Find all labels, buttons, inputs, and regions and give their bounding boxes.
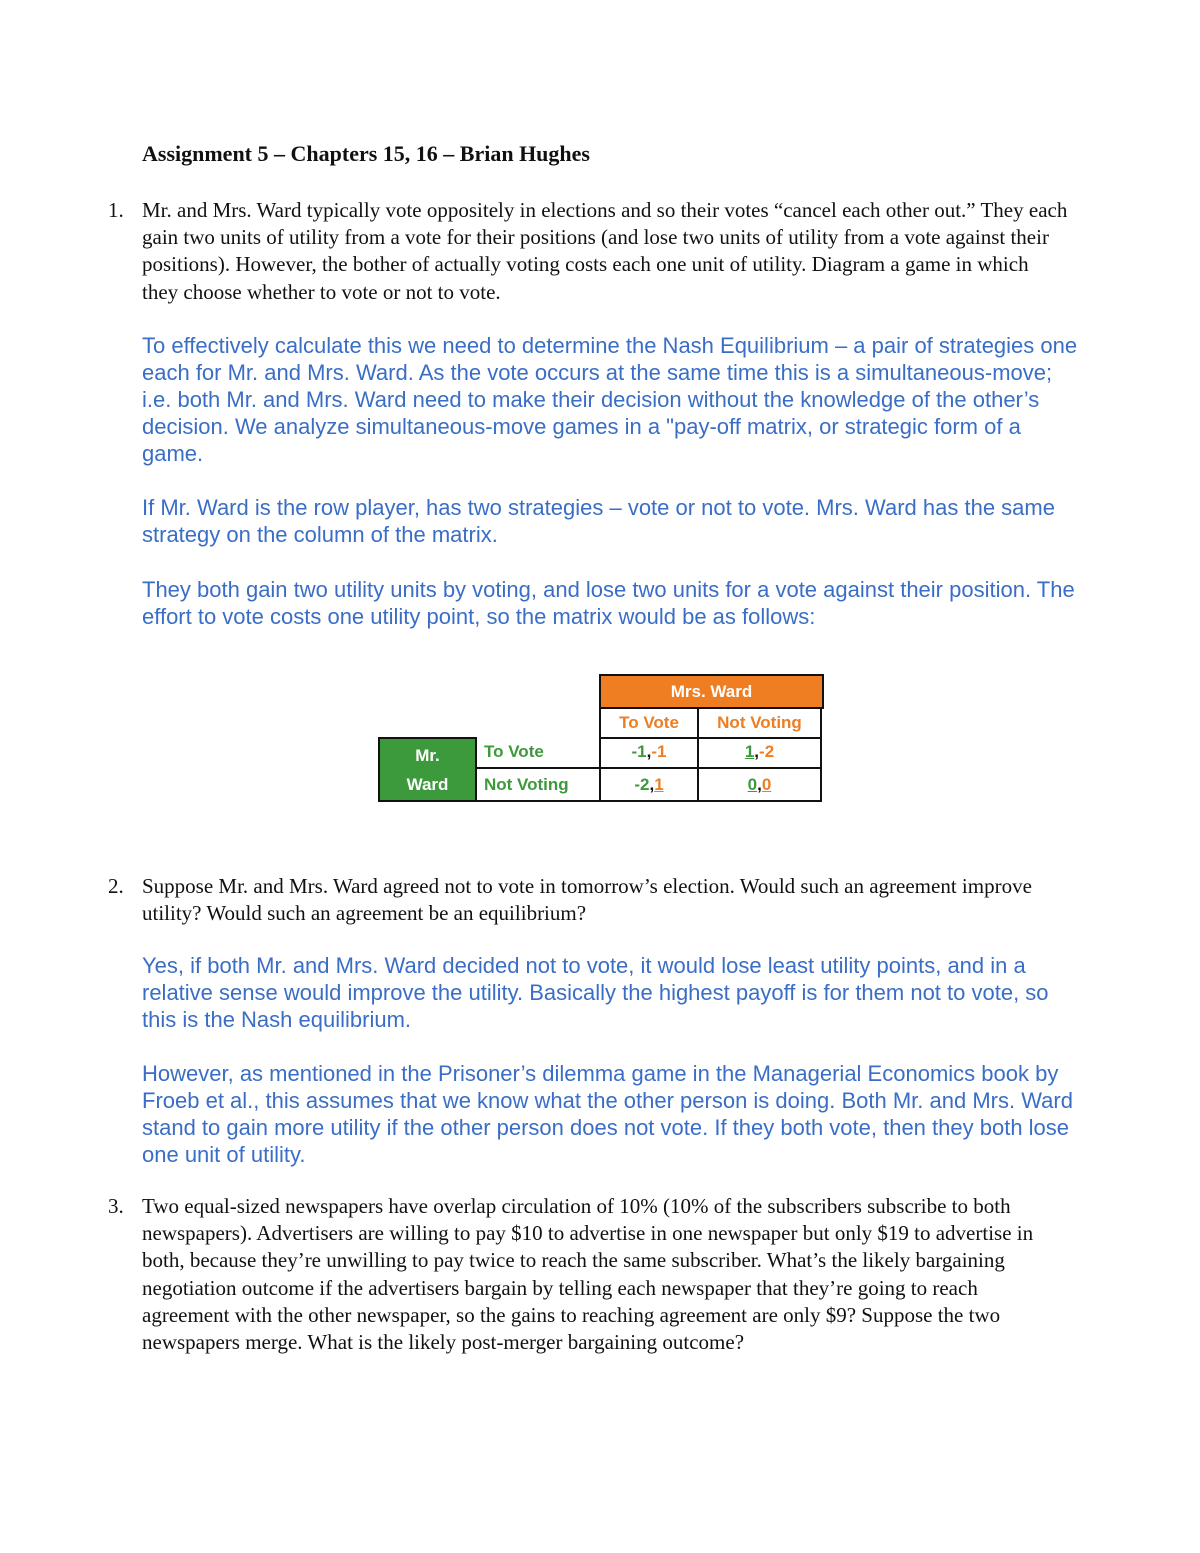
- payoff-cell-notvote-vote: [599, 769, 697, 802]
- row-payoff: 0: [747, 774, 758, 794]
- question-text: Two equal-sized newspapers have overlap circulation of 10% (10% of the subscribers subscribe to both newspapers). Advertisers are willing to pay $10 to advertise in one newspaper but only $19 to advertise in both, because they’re unwilling to pay twice to reach the same subscriber. What’s the likely bargaining negotiation outcome if the advertisers bargain by telling each newspaper that they’re going to reach agreement with the other newspaper, so the gains to reaching agreement are only $9? Suppose the two newspapers merge. What is the likely post-merger bargaining outcome?: [142, 1194, 1034, 1355]
- question-number: 1.: [108, 198, 124, 222]
- row-player-line-1: Mr.: [415, 745, 440, 765]
- row-label-not-voting: Not Voting: [477, 769, 599, 802]
- payoff-separator: ,: [757, 774, 762, 794]
- answer-1-paragraph-3: They both gain two utility units by voting, and lose two units for a vote against their position. The effort to vote costs one utility point, so the matrix would be as follows:: [142, 577, 1075, 629]
- question-2: [108, 873, 1068, 927]
- row-player-line-2: Ward: [406, 774, 449, 794]
- document-title: Assignment 5 – Chapters 15, 16 – Brian Hughes: [142, 141, 590, 166]
- payoff-separator: ,: [649, 774, 655, 794]
- payoff-cell-notvote-notvote: [697, 769, 822, 802]
- question-text: Suppose Mr. and Mrs. Ward agreed not to vote in tomorrow’s election. Would such an agreement improve utility? Would such an agreement be an equilibrium?: [142, 874, 1032, 926]
- row-label-to-vote: To Vote: [477, 737, 599, 769]
- column-payoff: -2: [759, 742, 775, 761]
- question-text: Mr. and Mrs. Ward typically vote oppositely in elections and so their votes “cancel each other out.” They each gain two units of utility from a vote for their positions (and lose two units of utility from a vote against their positions). However, the bother of actually voting costs each one unit of utility. Diagram a game in which they choose whether to vote or not to vote.: [142, 198, 1068, 304]
- answer-2-paragraph-1: Yes, if both Mr. and Mrs. Ward decided not to vote, it would lose least utility points, and in a relative sense would improve the utility. Basically the highest payoff is for them not to vote, so this is the Nash equilibrium.: [142, 953, 1049, 1032]
- payoff-matrix: [378, 674, 824, 802]
- column-payoff: 0: [761, 774, 772, 794]
- row-player-header: [378, 737, 477, 802]
- column-payoff: 1: [654, 774, 664, 794]
- answer-1-paragraph-1: To effectively calculate this we need to determine the Nash Equilibrium – a pair of strategies one each for Mr. and Mrs. Ward. As the vote occurs at the same time this is a simultaneous-move; i.e. both Mr. and Mrs. Ward need to make their decision without the knowledge of the other’s decision. We analyze simultaneous-move games in a "pay-off matrix, or strategic form of a game.: [142, 333, 1078, 466]
- column-payoff: -1: [651, 742, 667, 761]
- answer-1-paragraph-2: If Mr. Ward is the row player, has two strategies – vote or not to vote. Mrs. Ward has the same strategy on the column of the matrix.: [142, 495, 1055, 547]
- question-number: 3.: [108, 1194, 124, 1218]
- question-3: [108, 1193, 1068, 1356]
- column-label-not-voting: Not Voting: [697, 709, 822, 739]
- payoff-separator: ,: [646, 742, 652, 761]
- column-player-header: Mrs. Ward: [599, 674, 824, 709]
- payoff-cell-vote-vote: [599, 737, 697, 769]
- row-payoff: -1: [631, 742, 647, 761]
- row-payoff: -2: [634, 774, 650, 794]
- payoff-separator: ,: [754, 742, 760, 761]
- column-label-to-vote: To Vote: [599, 709, 697, 739]
- answer-2-paragraph-2: However, as mentioned in the Prisoner’s dilemma game in the Managerial Economics book by Froeb et al., this assumes that we know what the other person is doing. Both Mr. and Mrs. Ward stand to gain more utility if the other person does not vote. If they both vote, then they both lose one unit of utility.: [142, 1061, 1073, 1167]
- question-number: 2.: [108, 874, 124, 898]
- question-1: [108, 197, 1068, 306]
- row-payoff: 1: [744, 742, 755, 761]
- payoff-cell-vote-notvote: [697, 737, 822, 769]
